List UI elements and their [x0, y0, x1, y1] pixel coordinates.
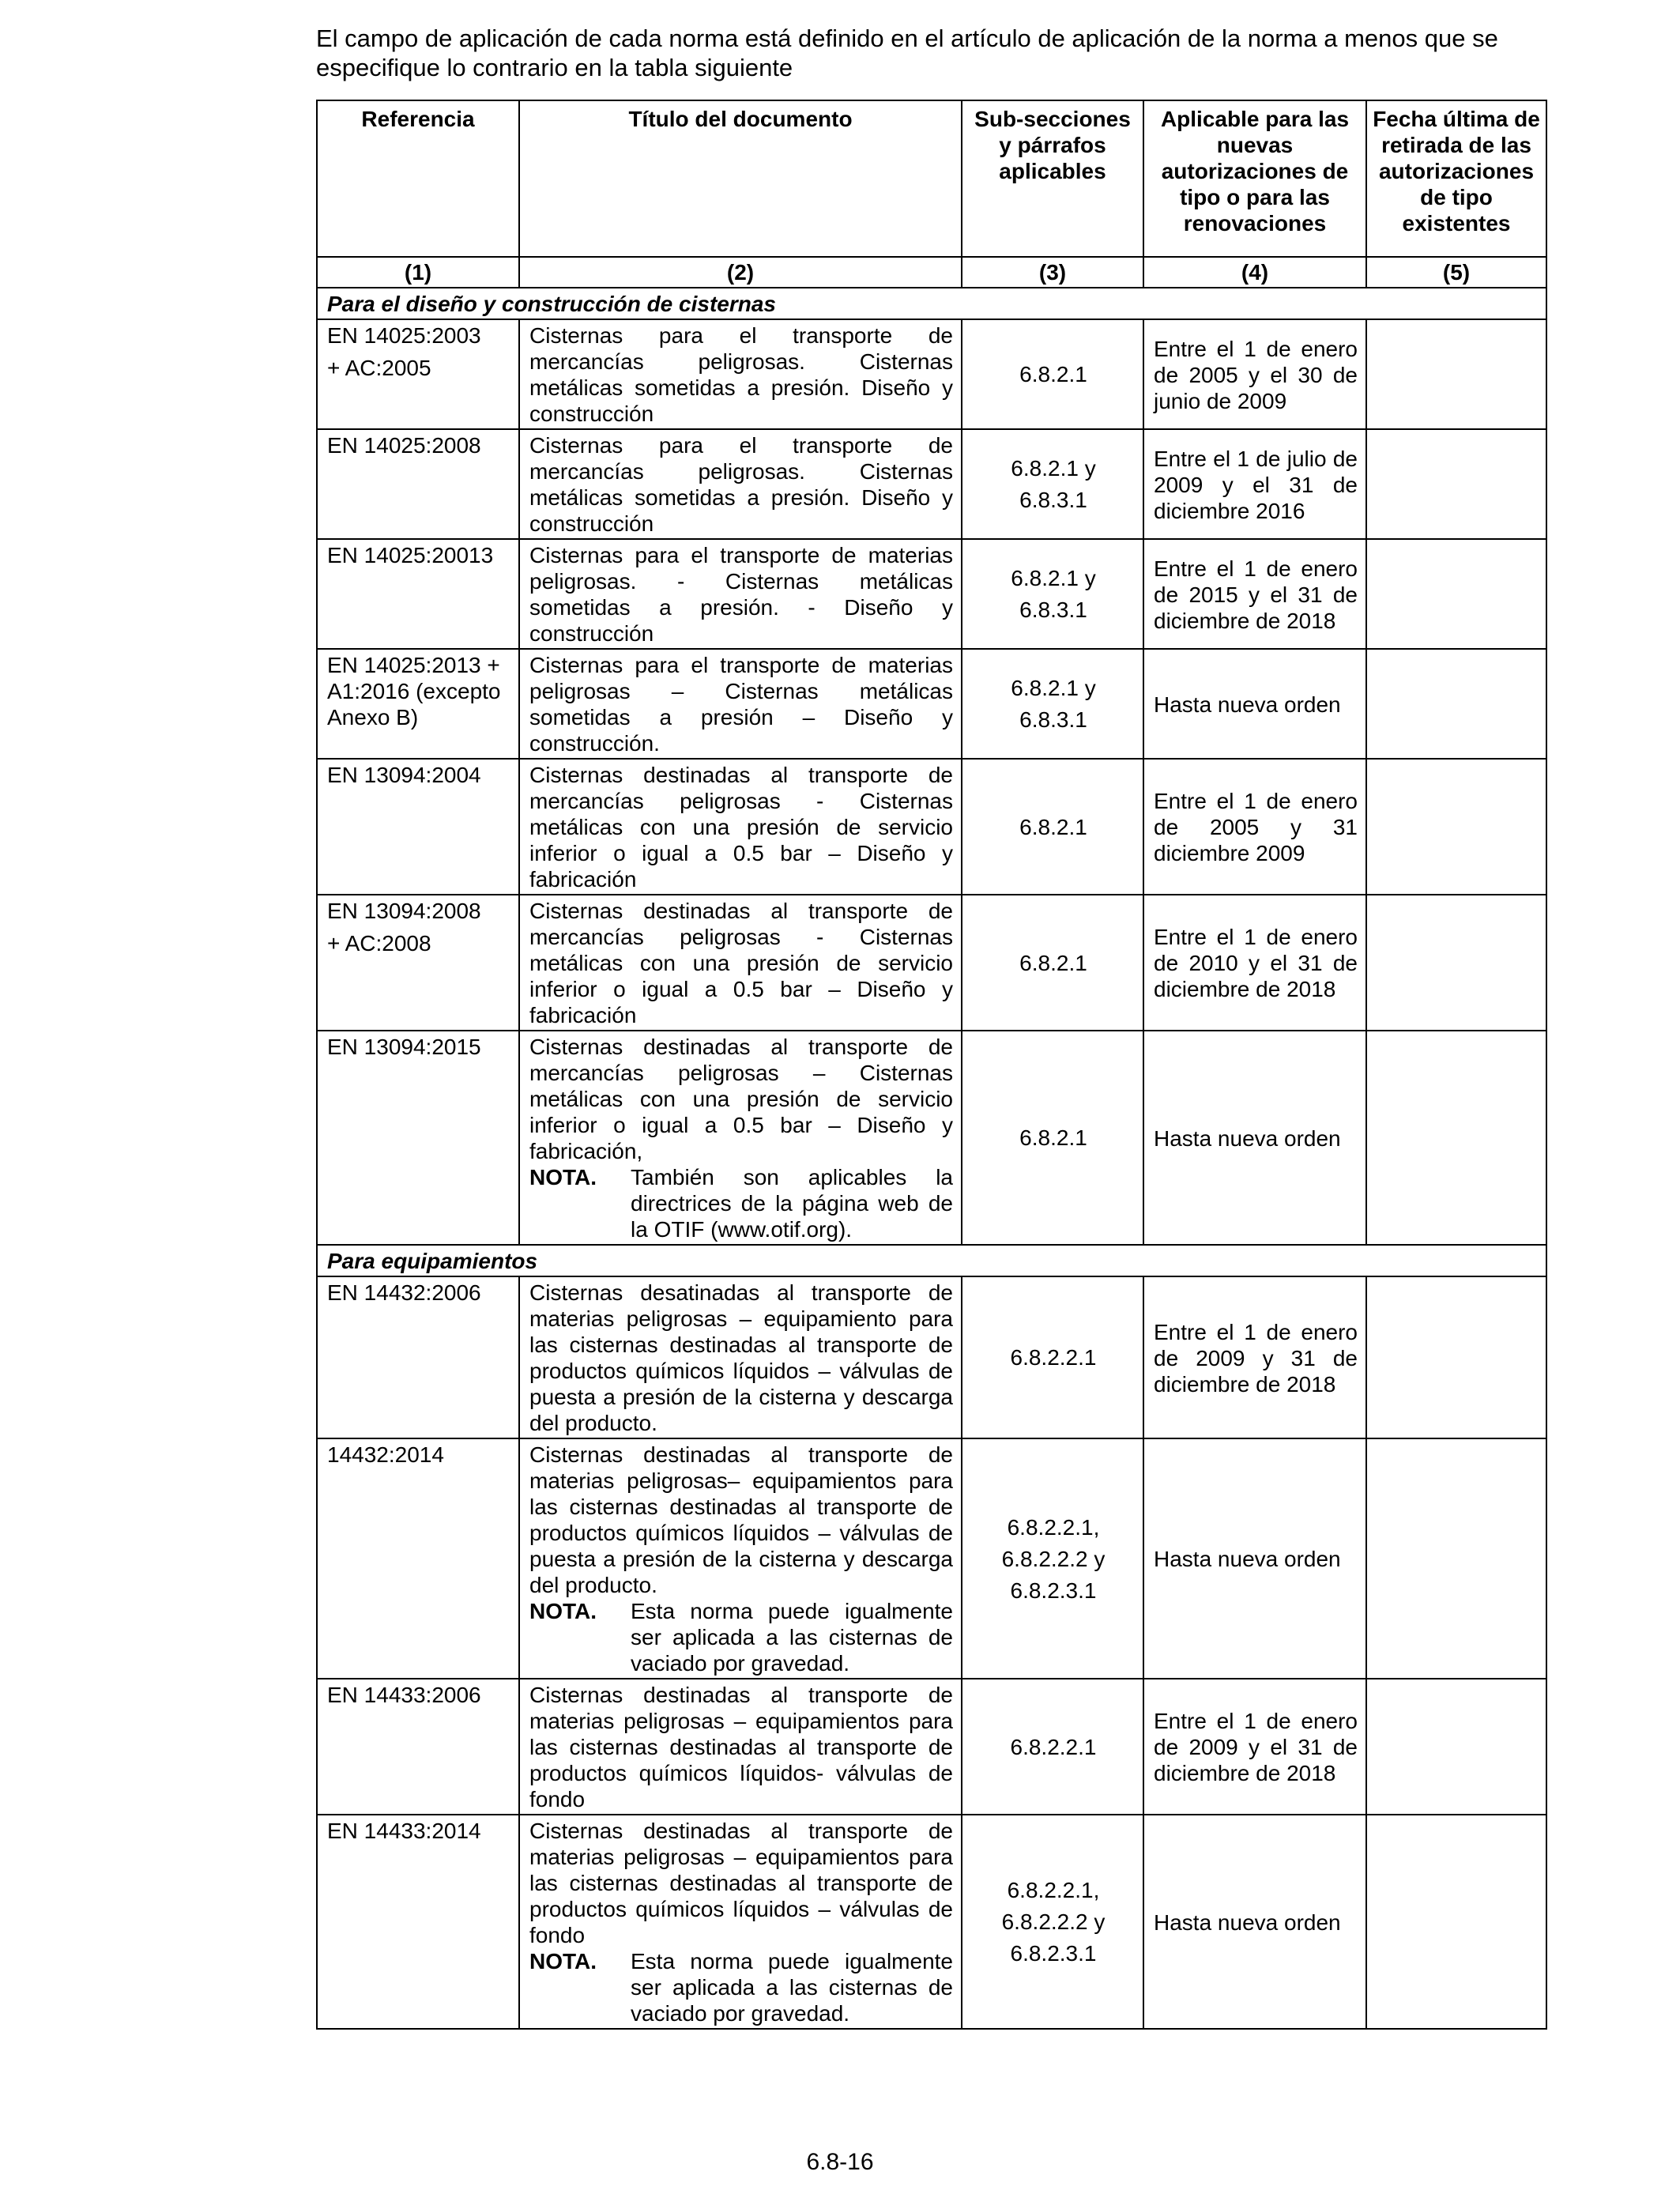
standards-table	[316, 100, 1547, 2030]
reference-text: + AC:2008	[327, 931, 431, 956]
section-row	[317, 288, 1546, 319]
document-title: Cisternas destinadas al transporte de materias peligrosas – equipamientos para las cisternas destinadas al transporte de productos químicos líquidos- válvulas de fondo	[529, 1683, 953, 1811]
column-number-row	[317, 257, 1546, 288]
reference-cell	[317, 1031, 519, 1245]
table-row	[317, 1438, 1546, 1679]
subsections-cell	[962, 1438, 1143, 1679]
section-row	[317, 1245, 1546, 1276]
subsections-cell	[962, 1031, 1143, 1245]
reference-cell	[317, 1815, 519, 2029]
header-aplicable: Aplicable para las nuevas autorizaciones de tipo o para las renovaciones	[1143, 100, 1366, 257]
reference-cell	[317, 1276, 519, 1438]
document-title: Cisternas destinadas al transporte de materias peligrosas – equipamientos para las cisternas destinadas al transporte de productos químicos líquidos – válvulas de fondo	[529, 1819, 953, 1947]
header-fecha-retirada: Fecha última de retirada de las autorizaciones de tipo existentes	[1366, 100, 1546, 257]
subsection-line: 6.8.2.2.1,	[1007, 1514, 1100, 1540]
table-row	[317, 649, 1546, 759]
document-title: Cisternas destinadas al transporte de mercancías peligrosas - Cisternas metálicas con una presión de servicio inferior o igual a 0.5 bar – Diseño y fabricación	[529, 763, 953, 892]
subsections-cell	[962, 649, 1143, 759]
table-row	[317, 1031, 1546, 1245]
reference-cell	[317, 429, 519, 539]
document-title: Cisternas destinadas al transporte de materias peligrosas– equipamientos para las cisternas destinadas al transporte de productos químicos líquidos – válvulas de puesta a presión de la cisterna y descarga del producto.	[529, 1442, 953, 1597]
reference-cell	[317, 759, 519, 895]
note-label: NOTA.	[529, 1599, 597, 1623]
title-cell	[519, 1276, 962, 1438]
reference-text: 14432:2014	[327, 1442, 444, 1467]
document-title: Cisternas para el transporte de materias peligrosas. - Cisternas metálicas sometidas a presión. - Diseño y construcción	[529, 543, 953, 646]
applicable-cell: Entre el 1 de enero de 2009 y el 31 de diciembre de 2018	[1143, 1679, 1366, 1815]
reference-text: EN 14433:2006	[327, 1683, 481, 1707]
reference-text: EN 14433:2014	[327, 1819, 481, 1843]
title-cell	[519, 539, 962, 649]
reference-text: EN 13094:2004	[327, 763, 481, 787]
intro-paragraph: El campo de aplicación de cada norma está definido en el artículo de aplicación de la norma a menos que se especifique lo contrario en la tabla siguiente	[316, 25, 1498, 81]
title-cell	[519, 319, 962, 429]
subsection-line: 6.8.2.3.1	[1010, 1941, 1097, 1966]
document-title: Cisternas destinadas al transporte de mercancías peligrosas – Cisternas metálicas con una presión de servicio inferior o igual a 0.5 bar – Diseño y fabricación,	[529, 1035, 953, 1163]
withdrawal-cell	[1366, 1679, 1546, 1815]
subsections-cell	[962, 759, 1143, 895]
title-cell	[519, 895, 962, 1031]
subsection-line: 6.8.2.2.2 y	[1001, 1546, 1106, 1571]
withdrawal-cell	[1366, 429, 1546, 539]
table-row	[317, 319, 1546, 429]
withdrawal-cell	[1366, 1031, 1546, 1245]
subsections-cell	[962, 1679, 1143, 1815]
title-cell	[519, 429, 962, 539]
note-label: NOTA.	[529, 1949, 597, 1973]
table-row	[317, 895, 1546, 1031]
reference-text: EN 13094:2008	[327, 899, 481, 923]
withdrawal-cell	[1366, 759, 1546, 895]
note-block	[529, 1948, 953, 2026]
section-title: Para el diseño y construcción de cisternas	[317, 288, 1546, 319]
column-number: (4)	[1143, 257, 1366, 288]
reference-cell	[317, 1438, 519, 1679]
title-cell	[519, 759, 962, 895]
note-block	[529, 1164, 953, 1242]
title-cell	[519, 649, 962, 759]
column-number: (2)	[519, 257, 962, 288]
applicable-cell: Entre el 1 de enero de 2010 y el 31 de diciembre de 2018	[1143, 895, 1366, 1031]
table-row	[317, 1679, 1546, 1815]
document-title: Cisternas para el transporte de mercancías peligrosas. Cisternas metálicas sometidas a presión. Diseño y construcción	[529, 323, 953, 426]
applicable-cell: Entre el 1 de enero de 2015 y el 31 de diciembre de 2018	[1143, 539, 1366, 649]
withdrawal-cell	[1366, 319, 1546, 429]
applicable-cell: Hasta nueva orden	[1143, 649, 1366, 759]
reference-text: EN 14432:2006	[327, 1280, 481, 1305]
note-block	[529, 1598, 953, 1676]
column-number: (3)	[962, 257, 1143, 288]
title-cell	[519, 1438, 962, 1679]
document-title: Cisternas para el transporte de materias peligrosas – Cisternas metálicas sometidas a presión – Diseño y construcción.	[529, 653, 953, 756]
note-text: También son aplicables la directrices de la página web de la OTIF (www.otif.org).	[631, 1165, 953, 1242]
subsection-line: 6.8.2.2.1,	[1007, 1878, 1100, 1902]
subsection-line: 6.8.3.1	[1019, 707, 1087, 732]
reference-text: + AC:2005	[327, 356, 431, 380]
document-title: Cisternas destinadas al transporte de mercancías peligrosas - Cisternas metálicas con una presión de servicio inferior o igual a 0.5 bar – Diseño y fabricación	[529, 899, 953, 1027]
subsection-line: 6.8.2.2.1	[1010, 1345, 1097, 1370]
column-number: (5)	[1366, 257, 1546, 288]
reference-cell	[317, 1679, 519, 1815]
section-title: Para equipamientos	[317, 1245, 1546, 1276]
title-cell	[519, 1679, 962, 1815]
applicable-cell: Entre el 1 de julio de 2009 y el 31 de diciembre 2016	[1143, 429, 1366, 539]
header-row	[317, 100, 1546, 257]
header-referencia: Referencia	[317, 100, 519, 257]
applicable-cell: Entre el 1 de enero de 2009 y 31 de diciembre de 2018	[1143, 1276, 1366, 1438]
subsections-cell	[962, 319, 1143, 429]
note-text: Esta norma puede igualmente ser aplicada a las cisternas de vaciado por gravedad.	[631, 1599, 953, 1676]
subsection-line: 6.8.2.1 y	[1011, 676, 1096, 700]
subsection-line: 6.8.2.1	[1019, 950, 1087, 975]
reference-text: EN 14025:2013 + A1:2016 (excepto Anexo B)	[327, 653, 501, 729]
note-label: NOTA.	[529, 1165, 597, 1189]
applicable-cell: Hasta nueva orden	[1143, 1815, 1366, 2029]
subsection-line: 6.8.3.1	[1019, 598, 1087, 622]
applicable-cell: Entre el 1 de enero de 2005 y 31 diciembre 2009	[1143, 759, 1366, 895]
document-title: Cisternas para el transporte de mercancías peligrosas. Cisternas metálicas sometidas a presión. Diseño y construcción	[529, 433, 953, 536]
document-title: Cisternas desatinadas al transporte de materias peligrosas – equipamiento para las cisternas destinadas al transporte de productos químicos líquidos – válvulas de puesta a presión de la cisterna y descarga del producto.	[529, 1280, 953, 1435]
withdrawal-cell	[1366, 895, 1546, 1031]
page-number: 6.8-16	[806, 2149, 874, 2175]
reference-text: EN 13094:2015	[327, 1035, 481, 1059]
table-row	[317, 759, 1546, 895]
reference-text: EN 14025:2003	[327, 323, 481, 348]
header-subsecciones: Sub-secciones y párrafos aplicables	[962, 100, 1143, 257]
applicable-cell: Entre el 1 de enero de 2005 y el 30 de junio de 2009	[1143, 319, 1366, 429]
withdrawal-cell	[1366, 649, 1546, 759]
table-row	[317, 1276, 1546, 1438]
reference-cell	[317, 649, 519, 759]
reference-cell	[317, 319, 519, 429]
reference-text: EN 14025:20013	[327, 543, 494, 567]
subsection-line: 6.8.2.3.1	[1010, 1578, 1097, 1603]
subsection-line: 6.8.3.1	[1019, 488, 1087, 512]
subsection-line: 6.8.2.2.2 y	[1001, 1909, 1106, 1934]
table-body	[317, 288, 1546, 2029]
withdrawal-cell	[1366, 539, 1546, 649]
subsection-line: 6.8.2.1	[1019, 1125, 1087, 1150]
note-text: Esta norma puede igualmente ser aplicada a las cisternas de vaciado por gravedad.	[631, 1949, 953, 2026]
subsections-cell	[962, 1276, 1143, 1438]
withdrawal-cell	[1366, 1438, 1546, 1679]
reference-text: EN 14025:2008	[327, 433, 481, 458]
subsection-line: 6.8.2.2.1	[1010, 1734, 1097, 1759]
table-row	[317, 539, 1546, 649]
subsections-cell	[962, 895, 1143, 1031]
subsection-line: 6.8.2.1	[1019, 362, 1087, 386]
withdrawal-cell	[1366, 1815, 1546, 2029]
withdrawal-cell	[1366, 1276, 1546, 1438]
title-cell	[519, 1815, 962, 2029]
subsections-cell	[962, 429, 1143, 539]
column-number: (1)	[317, 257, 519, 288]
applicable-cell: Hasta nueva orden	[1143, 1031, 1366, 1245]
table-row	[317, 1815, 1546, 2029]
subsections-cell	[962, 539, 1143, 649]
subsection-line: 6.8.2.1	[1019, 814, 1087, 839]
header-titulo: Título del documento	[519, 100, 962, 257]
reference-cell	[317, 539, 519, 649]
reference-cell	[317, 895, 519, 1031]
subsection-line: 6.8.2.1 y	[1011, 456, 1096, 481]
applicable-cell: Hasta nueva orden	[1143, 1438, 1366, 1679]
subsection-line: 6.8.2.1 y	[1011, 566, 1096, 590]
subsections-cell	[962, 1815, 1143, 2029]
title-cell	[519, 1031, 962, 1245]
table-row	[317, 429, 1546, 539]
